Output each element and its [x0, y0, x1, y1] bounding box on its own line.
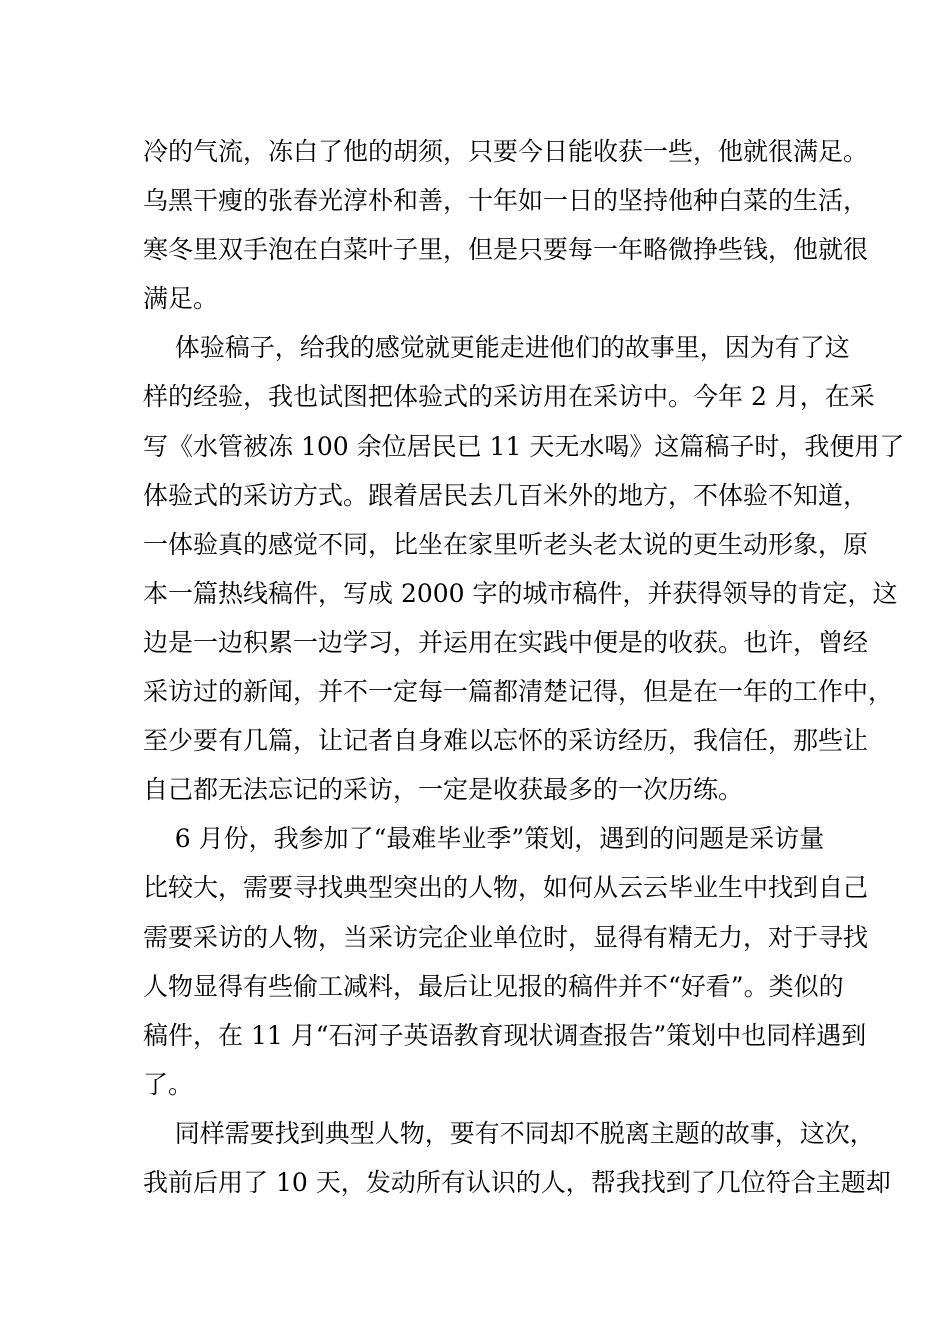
text-line: 本一篇热线稿件，写成 2000 字的城市稿件，并获得领导的肯定，这	[143, 578, 898, 608]
text-line: 样的经验，我也试图把体验式的采访用在采访中。今年 2 月，在采	[143, 382, 875, 412]
text-line: 至少要有几篇，让记者自身难以忘怀的采访经历，我信任，那些让	[143, 726, 869, 756]
text-line: 乌黑干瘦的张春光淳朴和善，十年如一日的坚持他种白菜的生活，	[143, 186, 869, 216]
text-line: 稿件，在 11 月“石河子英语教育现状调查报告”策划中也同样遇到	[143, 1020, 867, 1050]
text-line: 写《水管被冻 100 余位居民已 11 天无水喝》这篇稿子时，我便用了	[143, 431, 905, 461]
text-line: 体验稿子，给我的感觉就更能走进他们的故事里，因为有了这	[143, 333, 850, 363]
text-line: 6 月份，我参加了“最难毕业季”策划，遇到的问题是采访量	[143, 824, 825, 854]
text-line: 满足。	[143, 284, 219, 314]
text-line: 比较大，需要寻找典型突出的人物，如何从云云毕业生中找到自己	[143, 873, 869, 903]
text-line: 寒冬里双手泡在白菜叶子里，但是只要每一年略微挣些钱，他就很	[143, 235, 869, 265]
text-line: 一体验真的感觉不同，比坐在家里听老头老太说的更生动形象，原	[143, 529, 869, 559]
text-line: 自己都无法忘记的采访，一定是收获最多的一次历练。	[143, 775, 744, 805]
text-line: 同样需要找到典型人物，要有不同却不脱离主题的故事，这次，	[143, 1118, 875, 1148]
text-line: 了。	[143, 1069, 194, 1099]
body-text	[143, 127, 905, 1207]
text-line: 采访过的新闻，并不一定每一篇都清楚记得，但是在一年的工作中，	[143, 677, 894, 707]
text-line: 我前后用了 10 天，发动所有认识的人，帮我找到了几位符合主题却	[143, 1167, 891, 1197]
text-line: 冷的气流，冻白了他的胡须，只要今日能收获一些，他就很满足。	[143, 137, 869, 166]
text-line: 需要采访的人物，当采访完企业单位时，显得有精无力，对于寻找	[143, 922, 869, 952]
text-line: 边是一边积累一边学习，并运用在实践中便是的收获。也许，曾经	[143, 627, 869, 657]
text-line: 人物显得有些偷工减料，最后让见报的稿件并不“好看”。类似的	[143, 971, 844, 1001]
text-line: 体验式的采访方式。跟着居民去几百米外的地方，不体验不知道，	[143, 480, 869, 510]
